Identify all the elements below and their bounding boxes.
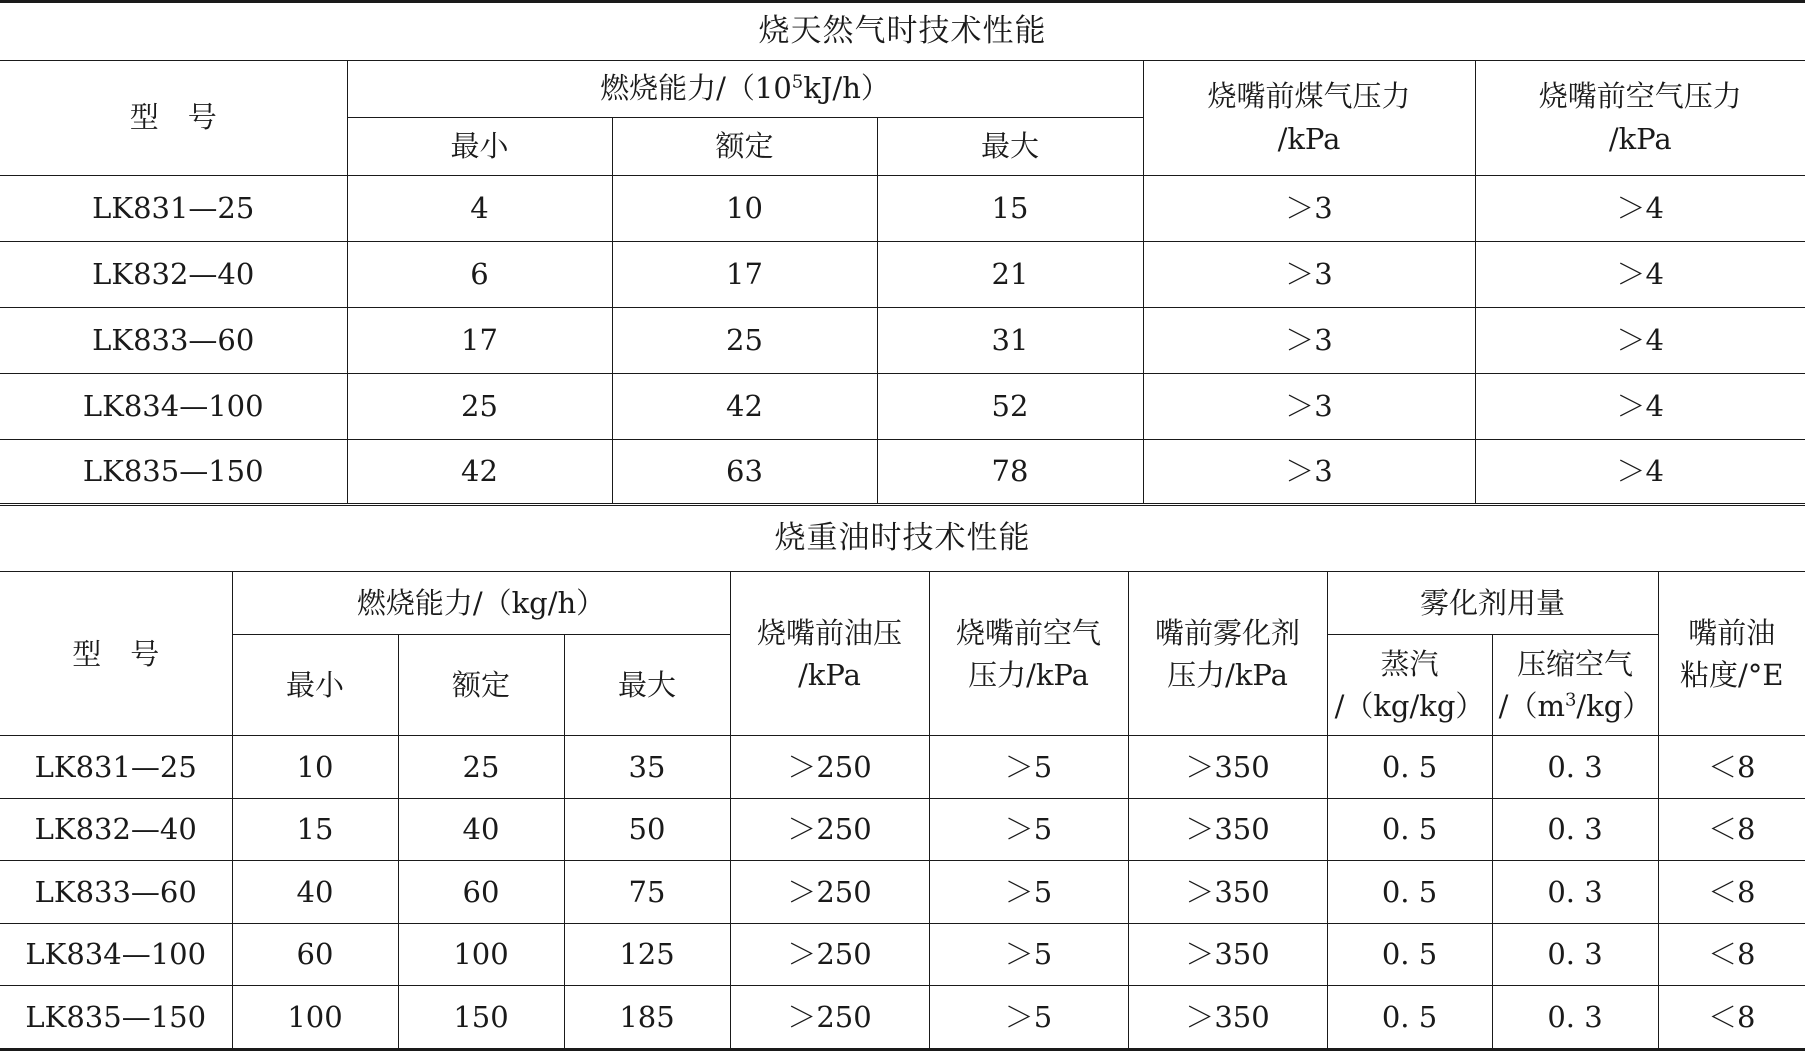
gas-header-gas-pressure [1143,60,1475,175]
gas-air-pressure-cell: ＞4 [1475,241,1805,307]
oil-rated-cell: 100 [398,923,564,985]
gas-header-air-pressure-line1: 烧嘴前空气压力 [1538,79,1742,114]
gas-min-cell: 25 [347,373,612,439]
table-row [0,373,1805,439]
oil-atomizer-pressure-cell: ＞350 [1128,798,1327,860]
gas-table-title: 烧天然气时技术性能 [0,3,1805,60]
oil-header-steam-line2: /（kg/kg） [1334,689,1485,724]
oil-model-cell: LK835—150 [0,985,232,1048]
gas-header-gas-pressure-line2: /kPa [1277,121,1341,156]
oil-max-cell: 125 [564,923,730,985]
oil-compressed-air-cell: 0. 3 [1492,923,1658,985]
gas-max-cell: 31 [877,307,1143,373]
gas-air-pressure-cell: ＞4 [1475,307,1805,373]
oil-header-viscosity-line2: 粘度/°E [1680,657,1784,692]
oil-max-cell: 35 [564,736,730,798]
gas-air-pressure-cell: ＞4 [1475,175,1805,241]
gas-header-capacity-exp: 5 [791,71,804,93]
gas-model-cell: LK831—25 [0,175,347,241]
oil-header-oil-pressure-line2: /kPa [798,657,861,692]
gas-min-cell: 42 [347,439,612,503]
gas-pressure-cell: ＞3 [1143,439,1475,503]
oil-compressed-air-cell: 0. 3 [1492,798,1658,860]
gas-header-min: 最小 [347,117,612,175]
oil-header-viscosity-line1: 嘴前油 [1688,615,1776,650]
oil-max-cell: 50 [564,798,730,860]
oil-min-cell: 40 [232,861,398,923]
gas-performance-table [0,3,1805,503]
oil-air-pressure-cell: ＞5 [929,923,1128,985]
gas-header-gas-pressure-line1: 烧嘴前煤气压力 [1207,79,1411,114]
oil-header-capacity: 燃烧能力/（kg/h） [232,571,730,634]
oil-rated-cell: 60 [398,861,564,923]
oil-min-cell: 60 [232,923,398,985]
gas-min-cell: 6 [347,241,612,307]
gas-air-pressure-cell: ＞4 [1475,439,1805,503]
gas-model-cell: LK835—150 [0,439,347,503]
oil-header-oil-pressure [730,571,929,735]
oil-header-compressed-air-suffix: /kg） [1576,689,1652,724]
oil-viscosity-cell: ＜8 [1658,861,1805,923]
oil-model-cell: LK833—60 [0,861,232,923]
oil-atomizer-pressure-cell: ＞350 [1128,861,1327,923]
oil-header-compressed-air-line1: 压缩空气 [1516,647,1633,682]
oil-steam-cell: 0. 5 [1327,923,1492,985]
oil-header-atomizer-pressure-line1: 嘴前雾化剂 [1154,615,1300,650]
oil-atomizer-pressure-cell: ＞350 [1128,923,1327,985]
oil-steam-cell: 0. 5 [1327,798,1492,860]
table-row [0,175,1805,241]
oil-compressed-air-cell: 0. 3 [1492,861,1658,923]
oil-compressed-air-cell: 0. 3 [1492,736,1658,798]
oil-header-atomizer-pressure [1128,571,1327,735]
gas-rated-cell: 63 [612,439,877,503]
oil-max-cell: 185 [564,985,730,1048]
table-row [0,241,1805,307]
oil-model-cell: LK831—25 [0,736,232,798]
table-row [0,307,1805,373]
oil-max-cell: 75 [564,861,730,923]
table-row [0,923,1805,985]
table-row [0,798,1805,860]
gas-model-cell: LK833—60 [0,307,347,373]
gas-header-capacity-suffix: kJ/h） [803,71,890,106]
oil-pressure-cell: ＞250 [730,923,929,985]
oil-air-pressure-cell: ＞5 [929,985,1128,1048]
oil-header-model: 型 号 [0,571,232,735]
oil-air-pressure-cell: ＞5 [929,736,1128,798]
gas-max-cell: 52 [877,373,1143,439]
oil-min-cell: 10 [232,736,398,798]
oil-atomizer-pressure-cell: ＞350 [1128,985,1327,1048]
oil-viscosity-cell: ＜8 [1658,798,1805,860]
oil-header-air-pressure-line2: 压力/kPa [968,657,1089,692]
gas-pressure-cell: ＞3 [1143,373,1475,439]
oil-atomizer-pressure-cell: ＞350 [1128,736,1327,798]
gas-header-max: 最大 [877,117,1143,175]
oil-pressure-cell: ＞250 [730,798,929,860]
oil-rated-cell: 40 [398,798,564,860]
oil-header-oil-pressure-line1: 烧嘴前油压 [756,615,902,650]
oil-header-min: 最小 [232,635,398,736]
oil-pressure-cell: ＞250 [730,736,929,798]
table-row [0,861,1805,923]
oil-header-compressed-air [1492,635,1658,736]
oil-pressure-cell: ＞250 [730,985,929,1048]
oil-compressed-air-cell: 0. 3 [1492,985,1658,1048]
oil-table-title: 烧重油时技术性能 [0,506,1805,571]
oil-min-cell: 15 [232,798,398,860]
oil-viscosity-cell: ＜8 [1658,923,1805,985]
gas-min-cell: 4 [347,175,612,241]
gas-header-capacity [347,60,1143,117]
oil-header-air-pressure [929,571,1128,735]
oil-steam-cell: 0. 5 [1327,736,1492,798]
oil-viscosity-cell: ＜8 [1658,985,1805,1048]
oil-viscosity-cell: ＜8 [1658,736,1805,798]
oil-header-compressed-air-line2 [1493,685,1658,727]
oil-header-air-pressure-line1: 烧嘴前空气 [955,615,1101,650]
oil-pressure-cell: ＞250 [730,861,929,923]
table-row [0,736,1805,798]
gas-max-cell: 15 [877,175,1143,241]
oil-air-pressure-cell: ＞5 [929,861,1128,923]
gas-rated-cell: 25 [612,307,877,373]
oil-header-max: 最大 [564,635,730,736]
oil-steam-cell: 0. 5 [1327,985,1492,1048]
oil-performance-table [0,506,1805,1048]
gas-header-capacity-prefix: 燃烧能力/（10 [600,71,792,106]
gas-model-cell: LK834—100 [0,373,347,439]
gas-pressure-cell: ＞3 [1143,307,1475,373]
oil-steam-cell: 0. 5 [1327,861,1492,923]
oil-header-atomizer-pressure-line2: 压力/kPa [1167,657,1288,692]
table-row [0,439,1805,503]
gas-header-rated: 额定 [612,117,877,175]
oil-header-compressed-air-exp: 3 [1564,689,1577,711]
oil-air-pressure-cell: ＞5 [929,798,1128,860]
oil-model-cell: LK834—100 [0,923,232,985]
gas-air-pressure-cell: ＞4 [1475,373,1805,439]
oil-header-viscosity [1658,571,1805,735]
oil-header-steam-line1: 蒸汽 [1380,647,1439,682]
oil-rated-cell: 25 [398,736,564,798]
gas-pressure-cell: ＞3 [1143,241,1475,307]
oil-min-cell: 100 [232,985,398,1048]
gas-rated-cell: 42 [612,373,877,439]
oil-model-cell: LK832—40 [0,798,232,860]
oil-header-atomizer-usage: 雾化剂用量 [1327,571,1658,634]
table-row [0,985,1805,1048]
gas-max-cell: 21 [877,241,1143,307]
gas-max-cell: 78 [877,439,1143,503]
bottom-rule [0,1048,1805,1051]
gas-rated-cell: 10 [612,175,877,241]
gas-header-air-pressure-line2: /kPa [1608,121,1672,156]
oil-header-steam [1327,635,1492,736]
gas-header-air-pressure [1475,60,1805,175]
gas-pressure-cell: ＞3 [1143,175,1475,241]
gas-model-cell: LK832—40 [0,241,347,307]
oil-header-compressed-air-prefix: /（m [1498,689,1565,724]
gas-rated-cell: 17 [612,241,877,307]
oil-header-rated: 额定 [398,635,564,736]
gas-header-model: 型 号 [0,60,347,175]
oil-rated-cell: 150 [398,985,564,1048]
gas-min-cell: 17 [347,307,612,373]
